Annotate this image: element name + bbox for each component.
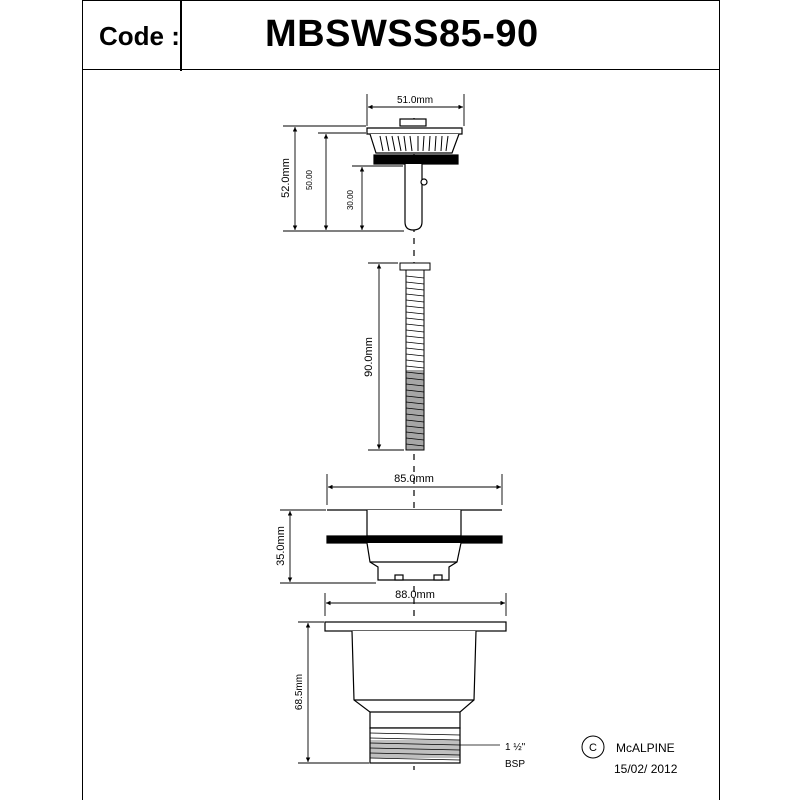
strainer-height-label: 52.0mm [280,158,292,198]
thread-type-label: BSP [505,759,526,770]
flange-height-dimension [280,510,376,583]
thread-size-label: 1 ½" [505,742,526,753]
drawing-date: 15/02/ 2012 [614,762,678,776]
code-label: Code : [99,21,180,51]
body-width-label: 88.0mm [395,589,435,601]
body-height-label: 68.5mm [294,673,305,711]
waste-body [325,622,506,763]
flange-width-label: 85.0mm [394,473,434,485]
product-code: MBSWSS85-90 [265,13,539,55]
flange-cup [327,510,502,580]
flange-height-label: 35.0mm [275,526,287,566]
strainer-width-label: 51.0mm [396,95,434,106]
bolt-length-label: 90.0mm [363,337,375,377]
strainer-basket [367,119,462,230]
strainer-stem-label: 30.00 [346,189,355,211]
threaded-bolt [400,263,430,450]
company-name: McALPINE [616,741,675,755]
copyright-letter: C [589,742,597,754]
strainer-inner-label: 50.00 [305,169,314,191]
